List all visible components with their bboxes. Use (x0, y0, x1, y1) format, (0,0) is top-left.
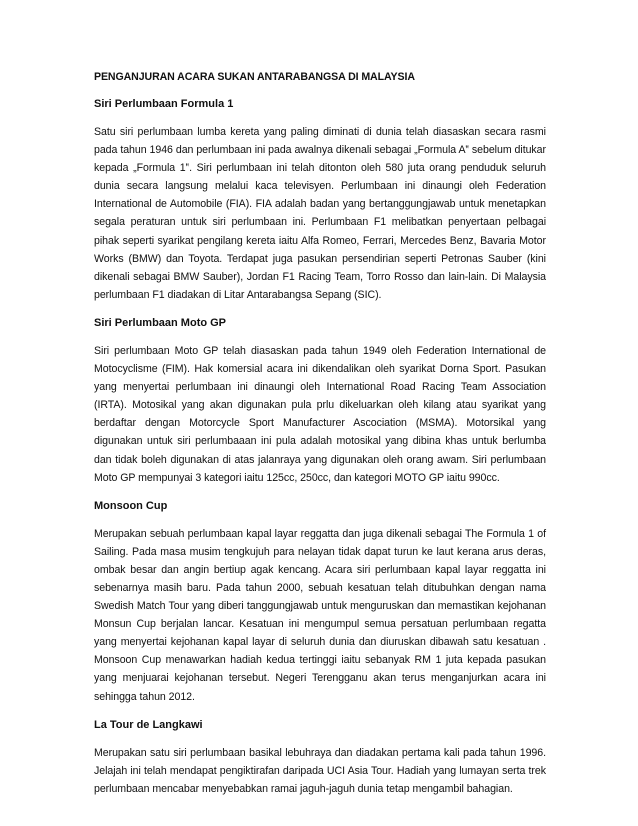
section-formula-1 (94, 97, 546, 304)
document-title: PENGANJURAN ACARA SUKAN ANTARABANGSA DI MALAYSIA (94, 71, 415, 83)
section-heading-monsoon-cup: Monsoon Cup (94, 499, 168, 512)
section-body-tour-de-langkawi: Merupakan satu siri perlumbaan basikal lebuhraya dan diadakan pertama kali pada tahun 1996. Jelajah ini telah mendapat pengiktirafan daripada UCI Asia Tour. Hadiah yang lumayan serta trek perlumbaan mencabar menyebabkan ramai jaguh-jaguh dunia tetap mengambil bahagian. (94, 746, 546, 795)
section-body-monsoon-cup: Merupakan sebuah perlumbaan kapal layar reggatta dan juga dikenali sebagai The Formula 1 of Sailing. Pada masa musim tengkujuh para nelayan tidak dapat turun ke laut kerana arus deras, ombak besar dan angin bertiup agak kencang. Acara siri perlumbaan kapal layar reggatta ini sebenarnya masih baru. Pada tahun 2000, sebuah kesatuan telah ditubuhkan dengan nama Swedish Match Tour yang diberi tanggungjawab untuk menguruskan dan memastikan kejohanan Monsun Cup berjalan lancar. Kesatuan ini mengumpul semua persatuan perlumbaan regatta yang menyertai kejohanan kapal layar di seluruh dunia dan diuruskan dibawah satu kesatuan . Monsoon Cup menawarkan hadiah kedua tertinggi iaitu sebanyak RM 1 juta kepada pasukan yang menjuarai kejohanan tersebut. Negeri Terengganu akan terus menganjurkan acara ini sehingga tahun 2012. (94, 527, 546, 703)
section-moto-gp (94, 316, 546, 487)
section-heading-tour-de-langkawi: La Tour de Langkawi (94, 718, 203, 731)
section-heading-formula-1: Siri Perlumbaan Formula 1 (94, 98, 234, 110)
document-page (94, 70, 546, 810)
section-tour-de-langkawi (94, 718, 546, 798)
section-body-moto-gp: Siri perlumbaan Moto GP telah diasaskan pada tahun 1949 oleh Federation International de Motocyclisme (FIM). Hak komersial acara ini dikendalikan oleh syarikat Dorna Sport. Pasukan yang menyertai perlumbaan ini dinaungi oleh International Road Racing Team Association (IRTA). Motosikal yang akan digunakan pula prlu dikeluarkan oleh kilang atau syarikat yang berdaftar dengan Motorcycle Sport Manufacturer Ascociation (MSMA). Motorsikal yang digunakan untuk siri perlumbaaan ini pula adalah motosikal yang dibina khas untuk berlumba dan tidak boleh digunakan di atas jalanraya yang digunakan oleh orang awam. Siri perlumbaan Moto GP mempunyai 3 kategori iaitu 125cc, 250cc, dan kategori MOTO GP iaitu 990cc. (94, 344, 546, 484)
section-monsoon-cup (94, 499, 546, 706)
section-body-formula-1: Satu siri perlumbaan lumba kereta yang paling diminati di dunia telah diasaskan secara rasmi pada tahun 1946 dan perlumbaan ini pada awalnya dikenali sebagai „Formula A‟ sebelum ditukar kepada „Formula 1‟. Siri perlumbaan ini telah ditonton oleh 580 juta orang penduduk seluruh dunia secara langsung melalui kaca televisyen. Perlumbaan ini dinaungi oleh Federation International de Automobile (FIA). FIA adalah badan yang bertanggungjawab untuk menetapkan segala peraturan untuk siri perlumbaan ini. Perlumbaan F1 melibatkan penyertaan pelbagai pihak seperti syarikat pengilang kereta iaitu Alfa Romeo, Ferrari, Mercedes Benz, Bavaria Motor Works (BMW) dan Toyota. Terdapat juga pasukan persendirian seperti Petronas Sauber (kini dikenali sebagai BMW Sauber), Jordan F1 Racing Team, Torro Rosso dan lain-lain. Di Malaysia perlumbaan F1 diadakan di Litar Antarabangsa Sepang (SIC). (94, 126, 546, 301)
section-heading-moto-gp: Siri Perlumbaan Moto GP (94, 316, 227, 329)
